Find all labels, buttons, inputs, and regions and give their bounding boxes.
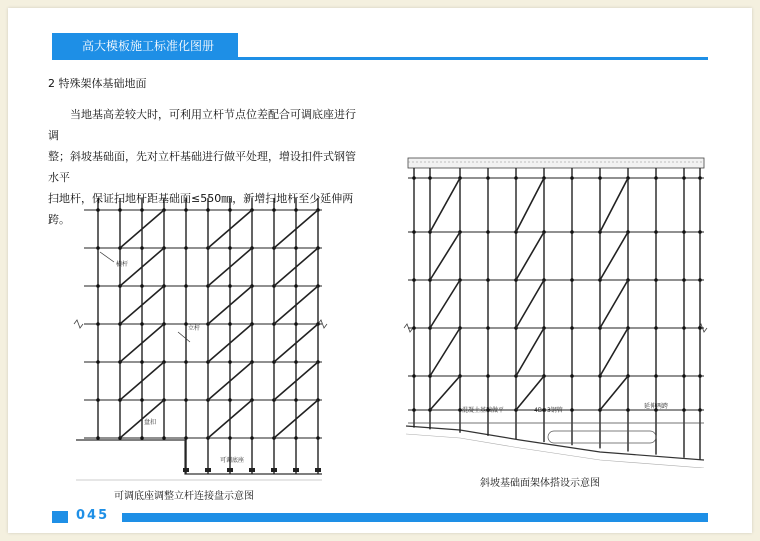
- jack-base: [205, 468, 211, 472]
- label-panduo: 盘扣: [144, 419, 157, 426]
- paragraph-line-2: 整；斜坡基础面，先对立杆基础进行做平处理，增设扣件式钢管水平: [48, 150, 356, 184]
- node-dot: [272, 208, 276, 212]
- node-dot: [294, 208, 298, 212]
- node-dot: [486, 230, 490, 234]
- node-dot: [184, 208, 188, 212]
- diagonal-brace: [600, 280, 628, 328]
- node-dot: [228, 436, 232, 440]
- node-dot: [206, 208, 210, 212]
- node-dot: [412, 408, 416, 412]
- header-title: 高大模板施工标准化图册: [52, 33, 238, 59]
- document-page: [8, 8, 752, 533]
- diagonal-brace: [600, 328, 628, 376]
- node-dot: [228, 398, 232, 402]
- node-dot: [140, 284, 144, 288]
- node-dot: [412, 176, 416, 180]
- node-dot: [294, 398, 298, 402]
- node-dot: [96, 284, 100, 288]
- node-dot: [698, 374, 702, 378]
- leader-ligan: [178, 332, 190, 342]
- node-dot: [626, 408, 630, 412]
- figure-left: [70, 184, 340, 484]
- node-dot: [140, 398, 144, 402]
- node-dot: [654, 230, 658, 234]
- node-dot: [570, 278, 574, 282]
- node-dot: [184, 398, 188, 402]
- node-dot: [654, 176, 658, 180]
- node-dot: [570, 374, 574, 378]
- node-dot: [184, 246, 188, 250]
- node-dot: [428, 176, 432, 180]
- footer-block: [52, 511, 68, 523]
- node-dot: [294, 322, 298, 326]
- node-dot: [96, 398, 100, 402]
- node-dot: [654, 326, 658, 330]
- node-dot: [250, 436, 254, 440]
- node-dot: [682, 176, 686, 180]
- label-extend: 延伸两跨: [644, 403, 669, 410]
- node-dot: [698, 230, 702, 234]
- diagonal-brace: [516, 328, 544, 376]
- figure-left-caption: 可调底座调整立杆连接盘示意图: [114, 491, 254, 502]
- node-dot: [486, 278, 490, 282]
- label-concrete: 混凝土基础做平: [462, 407, 505, 414]
- section-title: 2 特殊架体基础地面: [48, 77, 147, 90]
- node-dot: [486, 326, 490, 330]
- figure-right-caption: 斜坡基础面架体搭设示意图: [480, 478, 600, 489]
- paragraph-line-1: 当地基高差较大时，可利用立杆节点位差配合可调底座进行调: [48, 108, 356, 142]
- node-dot: [228, 284, 232, 288]
- node-dot: [654, 374, 658, 378]
- node-dot: [682, 408, 686, 412]
- node-dot: [682, 374, 686, 378]
- node-dot: [228, 360, 232, 364]
- node-dot: [682, 326, 686, 330]
- node-dot: [570, 230, 574, 234]
- diagonal-brace: [516, 280, 544, 328]
- diagonal-brace: [430, 376, 460, 410]
- node-dot: [96, 246, 100, 250]
- figure-left-drawing: [70, 184, 340, 484]
- node-dot: [162, 436, 166, 440]
- node-dot: [570, 408, 574, 412]
- node-dot: [698, 278, 702, 282]
- label-spacing: 4B×3钢管: [534, 407, 563, 414]
- node-dot: [486, 374, 490, 378]
- label-base: 可调底座: [220, 457, 245, 464]
- diagonal-brace: [600, 232, 628, 280]
- node-dot: [140, 208, 144, 212]
- node-dot: [698, 176, 702, 180]
- node-dot: [514, 176, 518, 180]
- paragraph-line-3: 扫地杆，保证扫地杆距基础面≤550㎜，新增扫地杆至少延伸两跨。: [48, 192, 354, 226]
- diagonal-brace: [430, 280, 460, 328]
- node-dot: [228, 246, 232, 250]
- node-dot: [294, 360, 298, 364]
- node-dot: [654, 278, 658, 282]
- node-dot: [412, 374, 416, 378]
- node-dot: [96, 436, 100, 440]
- node-dot: [96, 322, 100, 326]
- jack-base: [183, 468, 189, 472]
- node-dot: [184, 284, 188, 288]
- diagonal-brace: [516, 178, 544, 232]
- jack-base: [271, 468, 277, 472]
- node-dot: [570, 176, 574, 180]
- node-dot: [140, 436, 144, 440]
- node-dot: [294, 284, 298, 288]
- label-hengan: 横杆: [116, 261, 129, 268]
- node-dot: [570, 326, 574, 330]
- jack-base: [227, 468, 233, 472]
- diagonal-brace: [516, 376, 544, 410]
- jack-base: [249, 468, 255, 472]
- diagonal-brace: [430, 232, 460, 280]
- diagonal-brace: [600, 376, 628, 410]
- node-dot: [698, 408, 702, 412]
- leader-hengan: [100, 252, 114, 262]
- node-dot: [294, 246, 298, 250]
- node-dot: [228, 208, 232, 212]
- node-dot: [118, 208, 122, 212]
- diagonal-brace: [516, 232, 544, 280]
- jack-base: [315, 468, 321, 472]
- node-dot: [412, 230, 416, 234]
- page-number: 045: [76, 508, 110, 523]
- node-dot: [698, 326, 702, 330]
- node-dot: [294, 436, 298, 440]
- node-dot: [140, 322, 144, 326]
- node-dot: [682, 278, 686, 282]
- header-rule: [52, 57, 708, 60]
- figure-right-drawing: [400, 148, 716, 468]
- label-ligan: 立杆: [188, 325, 201, 332]
- diagonal-brace: [600, 178, 628, 232]
- node-dot: [184, 436, 188, 440]
- jack-base: [293, 468, 299, 472]
- footer-bar: [122, 513, 708, 522]
- node-dot: [598, 176, 602, 180]
- node-dot: [228, 322, 232, 326]
- node-dot: [682, 230, 686, 234]
- node-dot: [140, 246, 144, 250]
- node-dot: [412, 278, 416, 282]
- diagonal-brace: [430, 178, 460, 232]
- node-dot: [486, 176, 490, 180]
- diagonal-brace: [430, 328, 460, 376]
- node-dot: [96, 208, 100, 212]
- node-dot: [412, 326, 416, 330]
- node-dot: [184, 360, 188, 364]
- node-dot: [316, 436, 320, 440]
- figure-right: [400, 148, 716, 468]
- node-dot: [96, 360, 100, 364]
- node-dot: [140, 360, 144, 364]
